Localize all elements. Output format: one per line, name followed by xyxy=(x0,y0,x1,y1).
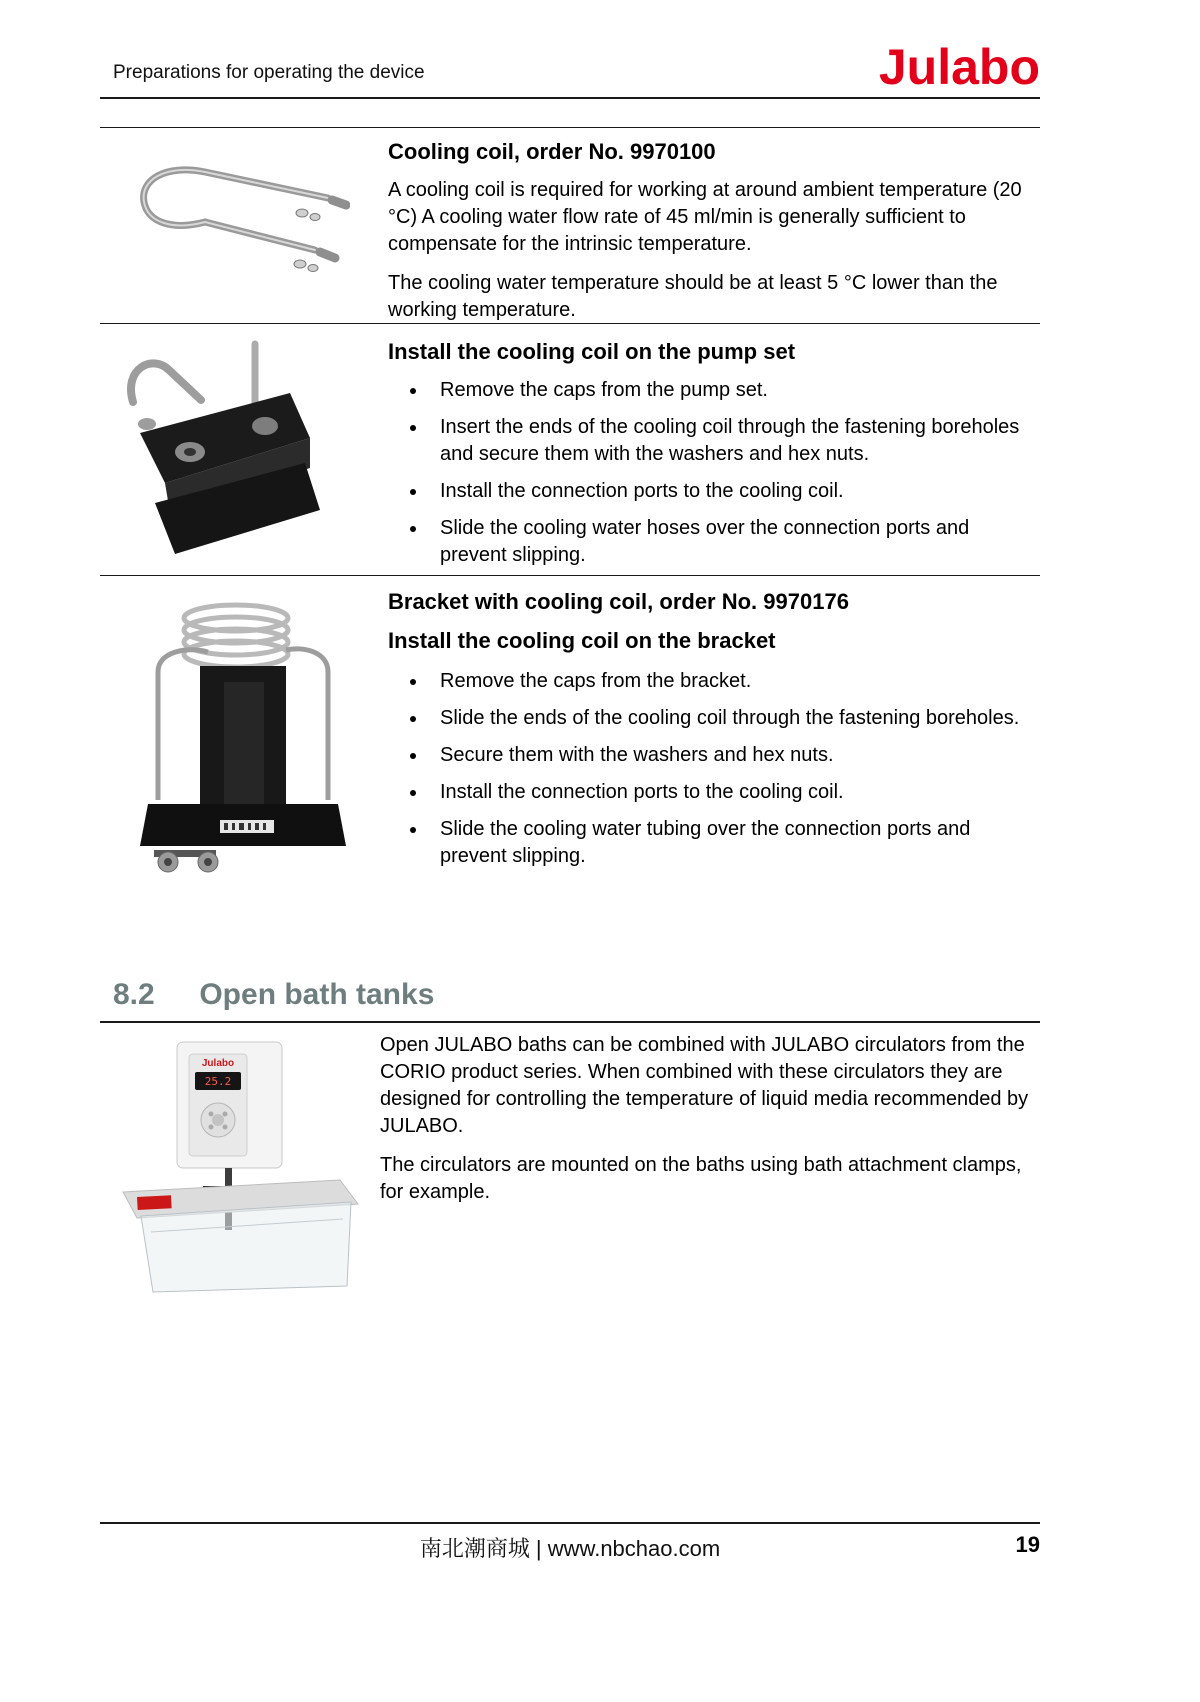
section-bracket-coil xyxy=(100,588,1040,880)
section-open-bath-tanks xyxy=(100,1032,1040,1218)
section-rule-2 xyxy=(100,323,1040,324)
instruction-item: • Install the connection ports to the cooling coil. xyxy=(428,779,1040,806)
section-heading: Install the cooling coil on the pump set xyxy=(388,339,796,364)
header-rule xyxy=(100,97,1040,99)
section-rule-1 xyxy=(100,127,1040,128)
section-rule-3 xyxy=(100,575,1040,576)
instruction-item: • Install the connection ports to the cooling coil. xyxy=(428,478,1040,505)
section-pump-set xyxy=(100,338,1040,579)
bath-display-value: 25.2 xyxy=(204,1075,232,1088)
bracket-coil-illustration xyxy=(128,590,358,882)
chapter-paragraph: Open JULABO baths can be combined with JULABO circulators from the CORIO product series. When combined with these circulators they are designed for controlling the temperature of liquid media recommended by JULABO. xyxy=(380,1034,1029,1137)
instruction-item: • Slide the ends of the cooling coil through the fastening boreholes. xyxy=(428,705,1040,732)
pump-set-illustration xyxy=(105,338,325,570)
section-paragraph: The cooling water temperature should be at least 5 °C lower than the working temperature. xyxy=(388,272,998,321)
bath-brand-label: Julabo xyxy=(201,1058,235,1069)
section-paragraph: A cooling coil is required for working at around ambient temperature (20 °C) A cooling water flow rate of 45 ml/min is generally sufficient to compensate for the intrinsic temperature. xyxy=(388,179,1022,255)
cooling-coil-illustration xyxy=(110,150,350,310)
footer-text: 南北潮商城 | www.nbchao.com xyxy=(419,1536,721,1561)
chapter-heading xyxy=(100,978,1040,1012)
chapter-number: 8.2 xyxy=(113,978,155,1011)
pump-set-photo xyxy=(105,338,325,575)
instruction-item: • Remove the caps from the pump set. xyxy=(428,377,1040,404)
section-subheading: Install the cooling coil on the bracket xyxy=(388,628,776,653)
instruction-item: • Slide the cooling water tubing over the connection ports and prevent slipping. xyxy=(428,816,1040,870)
instruction-item: • Insert the ends of the cooling coil through the fastening boreholes and secure them with the washers and hex nuts. xyxy=(428,414,1040,468)
footer-rule xyxy=(100,1522,1040,1524)
section-cooling-coil xyxy=(100,138,1040,336)
bath-tank-photo xyxy=(115,1034,365,1301)
header-title: Preparations for operating the device xyxy=(113,62,425,83)
instruction-item: • Slide the cooling water hoses over the connection ports and prevent slipping. xyxy=(428,515,1040,569)
chapter-title: Open bath tanks xyxy=(199,978,435,1011)
cooling-coil-photo xyxy=(110,150,350,315)
section-heading: Cooling coil, order No. 9970100 xyxy=(388,139,716,164)
section-heading: Bracket with cooling coil, order No. 9970176 xyxy=(388,589,849,614)
julabo-logo: Julabo xyxy=(878,39,1040,95)
bracket-coil-photo xyxy=(128,590,358,887)
chapter-rule xyxy=(100,1021,1040,1023)
bath-tank-illustration xyxy=(115,1034,365,1296)
instruction-list xyxy=(388,668,1040,870)
page-number: 19 xyxy=(1015,1532,1040,1557)
instruction-item: • Remove the caps from the bracket. xyxy=(428,668,1040,695)
chapter-paragraph: The circulators are mounted on the baths using bath attachment clamps, for example. xyxy=(380,1154,1022,1203)
instruction-item: • Secure them with the washers and hex nuts. xyxy=(428,742,1040,769)
instruction-list xyxy=(388,377,1040,569)
